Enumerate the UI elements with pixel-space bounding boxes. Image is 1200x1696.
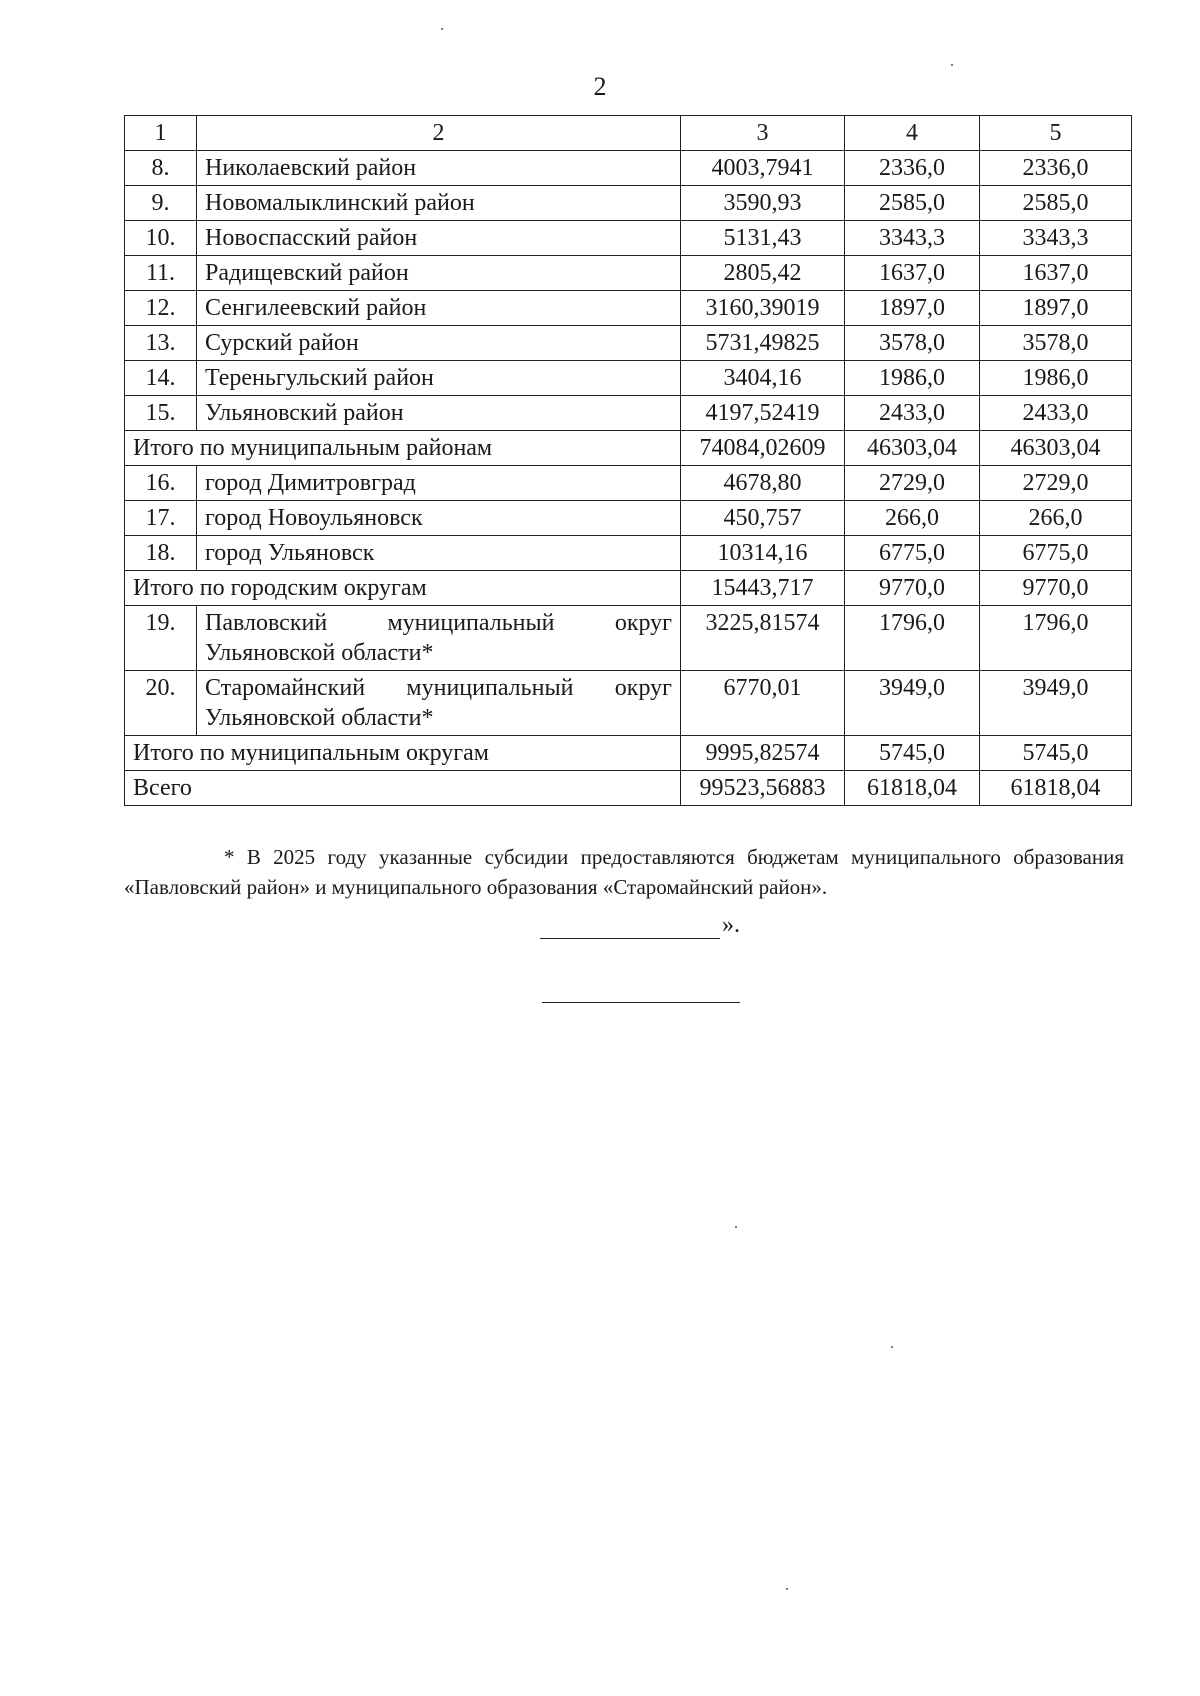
table-row bbox=[125, 326, 1132, 361]
row-number: 8. bbox=[125, 151, 197, 186]
municipality-name: Радищевский район bbox=[197, 256, 681, 291]
row-number: 18. bbox=[125, 536, 197, 571]
municipality-name: город Новоульяновск bbox=[197, 501, 681, 536]
table-row bbox=[125, 221, 1132, 256]
value-col4: 1897,0 bbox=[845, 291, 980, 326]
table-row bbox=[125, 606, 1132, 671]
value-col4: 2336,0 bbox=[845, 151, 980, 186]
table-row bbox=[125, 501, 1132, 536]
value-col5: 3578,0 bbox=[980, 326, 1132, 361]
row-number: 19. bbox=[125, 606, 197, 671]
value-col4: 1986,0 bbox=[845, 361, 980, 396]
subtotal-col4: 9770,0 bbox=[845, 571, 980, 606]
value-col5: 3949,0 bbox=[980, 671, 1132, 736]
value-col3: 5731,49825 bbox=[681, 326, 845, 361]
table-row bbox=[125, 671, 1132, 736]
value-col5: 2336,0 bbox=[980, 151, 1132, 186]
table-row bbox=[125, 396, 1132, 431]
subtotal-col4: 5745,0 bbox=[845, 736, 980, 771]
subtotal-col5: 9770,0 bbox=[980, 571, 1132, 606]
table-row bbox=[125, 256, 1132, 291]
value-col3: 2805,42 bbox=[681, 256, 845, 291]
value-col4: 3578,0 bbox=[845, 326, 980, 361]
table-row bbox=[125, 186, 1132, 221]
scan-speck bbox=[786, 1588, 788, 1590]
table-row bbox=[125, 466, 1132, 501]
total-col4: 61818,04 bbox=[845, 771, 980, 806]
municipality-name: Новомалыклинский район bbox=[197, 186, 681, 221]
value-col5: 2433,0 bbox=[980, 396, 1132, 431]
row-number: 17. bbox=[125, 501, 197, 536]
value-col4: 6775,0 bbox=[845, 536, 980, 571]
subtotal-col5: 5745,0 bbox=[980, 736, 1132, 771]
scan-speck bbox=[735, 1226, 737, 1228]
value-col3: 450,757 bbox=[681, 501, 845, 536]
total-col5: 61818,04 bbox=[980, 771, 1132, 806]
scan-speck bbox=[891, 1346, 893, 1348]
subtotal-row bbox=[125, 431, 1132, 466]
value-col5: 1796,0 bbox=[980, 606, 1132, 671]
table-row bbox=[125, 361, 1132, 396]
value-col3: 3404,16 bbox=[681, 361, 845, 396]
value-col5: 2585,0 bbox=[980, 186, 1132, 221]
table-row bbox=[125, 291, 1132, 326]
value-col3: 4197,52419 bbox=[681, 396, 845, 431]
table-header-row bbox=[125, 116, 1132, 151]
municipality-name: город Димитровград bbox=[197, 466, 681, 501]
signature-line bbox=[540, 916, 720, 939]
row-number: 10. bbox=[125, 221, 197, 256]
page-number: 2 bbox=[593, 72, 607, 101]
subtotal-col3: 15443,717 bbox=[681, 571, 845, 606]
value-col3: 5131,43 bbox=[681, 221, 845, 256]
value-col4: 3949,0 bbox=[845, 671, 980, 736]
table-row bbox=[125, 536, 1132, 571]
municipality-name: Сурский район bbox=[197, 326, 681, 361]
row-number: 16. bbox=[125, 466, 197, 501]
value-col5: 6775,0 bbox=[980, 536, 1132, 571]
total-col3: 99523,56883 bbox=[681, 771, 845, 806]
column-header: 3 bbox=[681, 116, 845, 151]
subtotal-label: Итого по городским округам bbox=[125, 571, 681, 606]
row-number: 12. bbox=[125, 291, 197, 326]
value-col4: 1637,0 bbox=[845, 256, 980, 291]
subtotal-col4: 46303,04 bbox=[845, 431, 980, 466]
value-col4: 266,0 bbox=[845, 501, 980, 536]
scan-speck bbox=[951, 64, 953, 66]
municipality-name: Тереньгульский район bbox=[197, 361, 681, 396]
column-header: 1 bbox=[125, 116, 197, 151]
subsidy-table bbox=[124, 115, 1132, 806]
value-col5: 1897,0 bbox=[980, 291, 1132, 326]
value-col3: 4003,7941 bbox=[681, 151, 845, 186]
column-header: 5 bbox=[980, 116, 1132, 151]
value-col5: 1637,0 bbox=[980, 256, 1132, 291]
municipality-name: Ульяновский район bbox=[197, 396, 681, 431]
total-label: Всего bbox=[125, 771, 681, 806]
value-col3: 3590,93 bbox=[681, 186, 845, 221]
total-row bbox=[125, 771, 1132, 806]
subtotal-label: Итого по муниципальным округам bbox=[125, 736, 681, 771]
value-col3: 10314,16 bbox=[681, 536, 845, 571]
value-col4: 1796,0 bbox=[845, 606, 980, 671]
row-number: 14. bbox=[125, 361, 197, 396]
value-col5: 3343,3 bbox=[980, 221, 1132, 256]
footnote: * В 2025 году указанные субсидии предоставляются бюджетам муниципального образования «Павловский район» и муниципального образования «Старомайнский район». bbox=[124, 845, 1124, 899]
column-header: 4 bbox=[845, 116, 980, 151]
value-col5: 1986,0 bbox=[980, 361, 1132, 396]
closing-quote: ». bbox=[722, 912, 740, 938]
scan-speck bbox=[441, 28, 443, 30]
column-header: 2 bbox=[197, 116, 681, 151]
value-col3: 3160,39019 bbox=[681, 291, 845, 326]
value-col4: 2433,0 bbox=[845, 396, 980, 431]
closing-mark bbox=[540, 912, 740, 939]
municipality-name: Новоспасский район bbox=[197, 221, 681, 256]
row-number: 15. bbox=[125, 396, 197, 431]
subtotal-row bbox=[125, 736, 1132, 771]
municipality-name: Сенгилеевский район bbox=[197, 291, 681, 326]
value-col3: 4678,80 bbox=[681, 466, 845, 501]
value-col3: 6770,01 bbox=[681, 671, 845, 736]
municipality-name: Старомайнский муниципальный округ Ульяновской области* bbox=[197, 671, 681, 736]
subtotal-col3: 9995,82574 bbox=[681, 736, 845, 771]
subtotal-label: Итого по муниципальным районам bbox=[125, 431, 681, 466]
end-rule bbox=[542, 1002, 740, 1003]
value-col3: 3225,81574 bbox=[681, 606, 845, 671]
table-row bbox=[125, 151, 1132, 186]
value-col4: 3343,3 bbox=[845, 221, 980, 256]
row-number: 11. bbox=[125, 256, 197, 291]
value-col5: 266,0 bbox=[980, 501, 1132, 536]
value-col4: 2585,0 bbox=[845, 186, 980, 221]
subtotal-col5: 46303,04 bbox=[980, 431, 1132, 466]
row-number: 20. bbox=[125, 671, 197, 736]
municipality-name: Николаевский район bbox=[197, 151, 681, 186]
subtotal-row bbox=[125, 571, 1132, 606]
row-number: 13. bbox=[125, 326, 197, 361]
row-number: 9. bbox=[125, 186, 197, 221]
subtotal-col3: 74084,02609 bbox=[681, 431, 845, 466]
value-col5: 2729,0 bbox=[980, 466, 1132, 501]
value-col4: 2729,0 bbox=[845, 466, 980, 501]
municipality-name: Павловский муниципальный округ Ульяновской области* bbox=[197, 606, 681, 671]
municipality-name: город Ульяновск bbox=[197, 536, 681, 571]
